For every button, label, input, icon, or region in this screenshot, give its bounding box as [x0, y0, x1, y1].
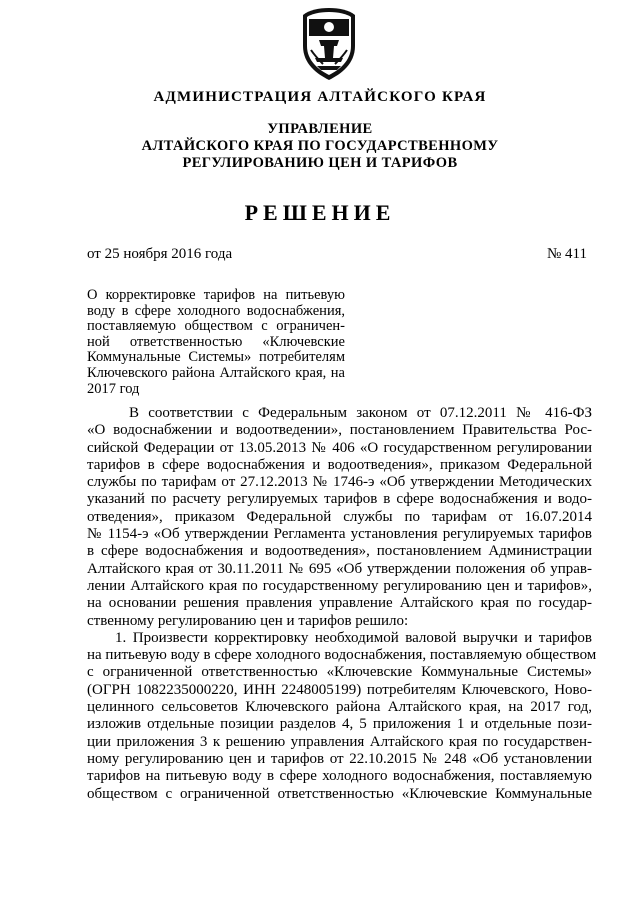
body-line: обществом с ограниченной ответственностью «Ключевские Коммунальные	[87, 785, 592, 802]
body-line: тарифов на питьевую воду в сфере холодного водоснабжения, поставляемую	[87, 768, 592, 785]
body-line: ному регулированию цен и тарифов от 22.10.2015 № 248 «Об установлении	[87, 750, 592, 767]
body-line: № 1154-э «Об утверждении Регламента установления регулируемых тарифов	[87, 526, 592, 543]
administration-title: АДМИНИСТРАЦИЯ АЛТАЙСКОГО КРАЯ	[153, 89, 487, 105]
department-title	[0, 121, 640, 172]
subject-line: ной ответственностью «Ключевские	[87, 333, 345, 350]
body-line: целинного сельсоветов Ключевского района Алтайского края, на 2017 год,	[87, 699, 592, 716]
body-line: ственному регулированию цен и тарифов решило:	[87, 612, 409, 629]
department-title-line: АЛТАЙСКОГО КРАЯ ПО ГОСУДАРСТВЕННОМУ	[141, 138, 499, 154]
body-line: «О водоснабжении и водоотведении», постановлением Правительства Рос-	[87, 422, 592, 439]
body-line: в сфере водоснабжения и водоотведения», постановлением Администрации	[87, 543, 592, 560]
body-line: указаний по расчету регулируемых тарифов в сфере водоснабжения и водо-	[87, 491, 592, 508]
subject-line: 2017 год	[87, 380, 140, 397]
body-line: отведения», приказом Федеральной службы по тарифам от 16.07.2014	[87, 508, 592, 525]
body-line: ции приложения 3 к решению управления Алтайского края по государствен-	[87, 733, 592, 750]
department-title-line: УПРАВЛЕНИЕ	[267, 121, 373, 137]
subject-line: Коммунальные Системы» потребителям	[87, 349, 345, 366]
coat-of-arms-emblem	[297, 6, 361, 82]
body-line: В соответствии с Федеральным законом от 07.12.2011 № 416-ФЗ	[129, 405, 592, 421]
document-body	[87, 405, 597, 803]
body-line: лении Алтайского края по государственному регулированию цен и тарифов»,	[87, 577, 592, 594]
document-type-title: РЕШЕНИЕ	[244, 200, 396, 225]
body-line: 1. Произвести корректировку необходимой валовой выручки и тарифов	[115, 629, 592, 646]
subject-line: О корректировке тарифов на питьевую	[87, 287, 345, 303]
subject-line: Ключевского района Алтайского края, на	[87, 364, 345, 381]
body-line: на основании решения правления управление Алтайского края по государ-	[87, 595, 592, 612]
body-line: на питьевую воду в сфере холодного водоснабжения, поставляемую обществом	[87, 647, 597, 664]
body-line: сийской Федерации от 13.05.2013 № 406 «О государственном регулировании	[87, 439, 592, 456]
subject-line: поставляемую обществом с ограничен-	[87, 318, 345, 335]
body-line: (ОГРН 1082235000220, ИНН 2248005199) потребителям Ключевского, Ново-	[87, 681, 592, 698]
department-title-line: РЕГУЛИРОВАНИЮ ЦЕН И ТАРИФОВ	[182, 155, 458, 171]
body-line: Алтайского края от 30.11.2011 № 695 «Об утверждении положения об управ-	[87, 560, 592, 577]
subject-line: воду в сфере холодного водоснабжения,	[87, 302, 345, 319]
body-line: тарифов в сфере водоснабжения и водоотведения», приказом Федеральной	[87, 456, 592, 473]
document-date: от 25 ноября 2016 года	[87, 246, 233, 262]
body-line: службы по тарифам от 27.12.2013 № 1746-э «Об утверждении Методических	[87, 474, 592, 491]
body-line: с ограниченной ответственностью «Ключевские Коммунальные Системы»	[87, 664, 592, 681]
body-line: изложив отдельные позиции разделов 4, 5 приложения 1 и отдельные пози-	[87, 716, 592, 733]
document-subject	[87, 288, 345, 397]
document-number: № 411	[546, 246, 587, 262]
